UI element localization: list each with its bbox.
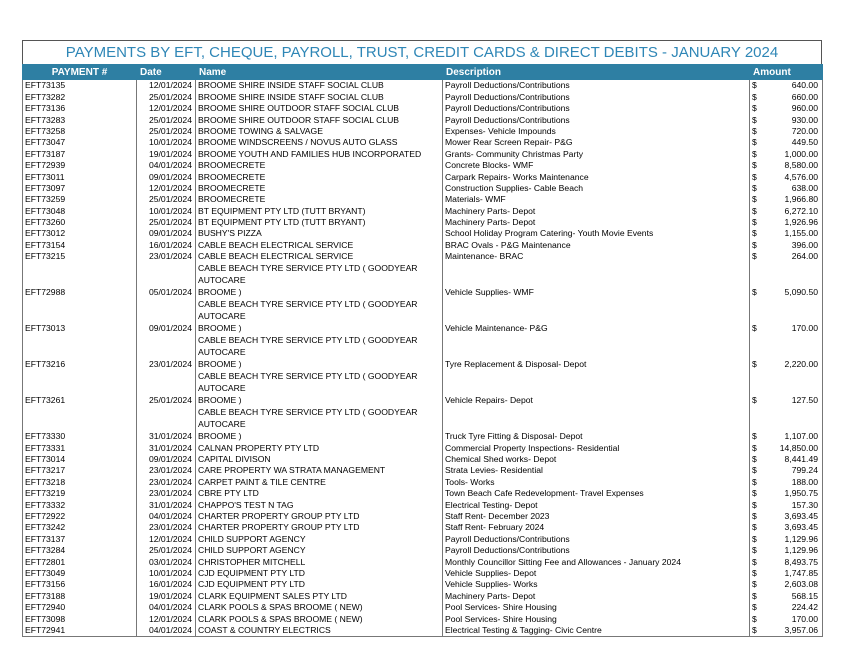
- payment-description: Payroll Deductions/Contributions: [443, 80, 750, 92]
- payee-name: [196, 262, 443, 298]
- payee-name: CABLE BEACH ELECTRICAL SERVICE: [196, 251, 443, 262]
- payment-number: EFT73218: [23, 476, 137, 487]
- payment-description: Machinery Parts- Depot: [443, 217, 750, 228]
- payee-name-line2: BROOME ): [198, 359, 242, 370]
- payee-name: BROOMECRETE: [196, 171, 443, 182]
- payment-description: Payroll Deductions/Contributions: [443, 114, 750, 125]
- payment-amount: 5,090.50: [762, 262, 823, 298]
- payee-name: CABLE BEACH ELECTRICAL SERVICE: [196, 239, 443, 250]
- payee-name: CLARK POOLS & SPAS BROOME ( NEW): [196, 602, 443, 613]
- payment-number: EFT73154: [23, 239, 137, 250]
- payment-number: EFT72940: [23, 602, 137, 613]
- table-row: [23, 533, 823, 544]
- payee-name: CHAPPO'S TEST N TAG: [196, 499, 443, 510]
- payment-number: EFT72801: [23, 556, 137, 567]
- table-row: [23, 545, 823, 556]
- table-row: [23, 194, 823, 205]
- payment-amount: 660.00: [762, 91, 823, 102]
- payment-number: EFT73330: [23, 406, 137, 442]
- payee-name: BROOME SHIRE OUTDOOR STAFF SOCIAL CLUB: [196, 114, 443, 125]
- payment-number: EFT73048: [23, 205, 137, 216]
- payee-name-line1: CABLE BEACH TYRE SERVICE PTY LTD ( GOODYEAR AUTOCARE: [198, 371, 418, 394]
- table-body: [23, 80, 823, 637]
- header-payment: PAYMENT #: [23, 65, 137, 80]
- currency-symbol: $: [750, 476, 762, 487]
- table-row: [23, 511, 823, 522]
- currency-symbol: $: [750, 579, 762, 590]
- payment-date: 25/01/2024: [137, 91, 196, 102]
- payment-number: EFT72941: [23, 625, 137, 637]
- currency-symbol: $: [750, 262, 762, 298]
- payment-number: EFT73219: [23, 488, 137, 499]
- payment-description: BRAC Ovals - P&G Maintenance: [443, 239, 750, 250]
- payee-name: CHRISTOPHER MITCHELL: [196, 556, 443, 567]
- payment-number: EFT73187: [23, 148, 137, 159]
- table-row: [23, 217, 823, 228]
- payment-number: EFT73332: [23, 499, 137, 510]
- payment-amount: 157.30: [762, 499, 823, 510]
- payment-description: Vehicle Supplies- WMF: [443, 262, 750, 298]
- payment-amount: 930.00: [762, 114, 823, 125]
- table-row: [23, 590, 823, 601]
- payee-name-line2: BROOME ): [198, 287, 242, 298]
- payment-date: 25/01/2024: [137, 194, 196, 205]
- payment-amount: 396.00: [762, 239, 823, 250]
- currency-symbol: $: [750, 556, 762, 567]
- currency-symbol: $: [750, 251, 762, 262]
- payee-name: [196, 406, 443, 442]
- payee-name: BROOME SHIRE INSIDE STAFF SOCIAL CLUB: [196, 80, 443, 92]
- payment-number: EFT73215: [23, 251, 137, 262]
- payee-name: [196, 298, 443, 334]
- payment-amount: 264.00: [762, 251, 823, 262]
- payment-date: 12/01/2024: [137, 103, 196, 114]
- payment-amount: 170.00: [762, 298, 823, 334]
- payment-date: 25/01/2024: [137, 217, 196, 228]
- payment-date: 04/01/2024: [137, 602, 196, 613]
- currency-symbol: $: [750, 228, 762, 239]
- table-row: [23, 625, 823, 637]
- payment-number: EFT73049: [23, 568, 137, 579]
- payment-date: 31/01/2024: [137, 406, 196, 442]
- currency-symbol: $: [750, 171, 762, 182]
- payment-number: EFT73014: [23, 454, 137, 465]
- payment-number: EFT73188: [23, 590, 137, 601]
- table-header-row: [23, 65, 823, 80]
- payment-description: Payroll Deductions/Contributions: [443, 91, 750, 102]
- payment-amount: 638.00: [762, 183, 823, 194]
- payment-description: Vehicle Supplies- Depot: [443, 568, 750, 579]
- payment-number: EFT72922: [23, 511, 137, 522]
- payment-date: 23/01/2024: [137, 251, 196, 262]
- currency-symbol: $: [750, 511, 762, 522]
- currency-symbol: $: [750, 205, 762, 216]
- payee-name-line2: BROOME ): [198, 395, 242, 406]
- payment-amount: 224.42: [762, 602, 823, 613]
- table-row: [23, 406, 823, 442]
- payment-number: EFT73217: [23, 465, 137, 476]
- payment-description: Materials- WMF: [443, 194, 750, 205]
- payment-number: EFT73283: [23, 114, 137, 125]
- currency-symbol: $: [750, 103, 762, 114]
- table-row: [23, 499, 823, 510]
- payment-date: 12/01/2024: [137, 80, 196, 92]
- table-row: [23, 568, 823, 579]
- payment-number: EFT73097: [23, 183, 137, 194]
- currency-symbol: $: [750, 613, 762, 624]
- payee-name-line2: BROOME ): [198, 323, 242, 334]
- table-row: [23, 228, 823, 239]
- payee-name-line2: BROOME ): [198, 431, 242, 442]
- table-row: [23, 579, 823, 590]
- payment-number: EFT73258: [23, 126, 137, 137]
- payment-description: School Holiday Program Catering- Youth Movie Events: [443, 228, 750, 239]
- table-row: [23, 114, 823, 125]
- payee-name: CAPITAL DIVISON: [196, 454, 443, 465]
- payee-name: BROOME SHIRE OUTDOOR STAFF SOCIAL CLUB: [196, 103, 443, 114]
- payee-name: CHARTER PROPERTY GROUP PTY LTD: [196, 522, 443, 533]
- payment-number: EFT73242: [23, 522, 137, 533]
- payment-date: 25/01/2024: [137, 545, 196, 556]
- payment-description: Vehicle Maintenance- P&G: [443, 298, 750, 334]
- payee-name: BROOME YOUTH AND FAMILIES HUB INCORPORATED: [196, 148, 443, 159]
- currency-symbol: $: [750, 442, 762, 453]
- payment-date: 10/01/2024: [137, 205, 196, 216]
- payment-description: Strata Levies- Residential: [443, 465, 750, 476]
- payment-date: 19/01/2024: [137, 590, 196, 601]
- currency-symbol: $: [750, 80, 762, 92]
- payee-name: [196, 370, 443, 406]
- payee-name-line1: CABLE BEACH TYRE SERVICE PTY LTD ( GOODYEAR AUTOCARE: [198, 335, 418, 358]
- payment-description: Electrical Testing- Depot: [443, 499, 750, 510]
- payee-name: BROOMECRETE: [196, 194, 443, 205]
- payment-description: Pool Services- Shire Housing: [443, 613, 750, 624]
- payment-date: 16/01/2024: [137, 579, 196, 590]
- table-row: [23, 137, 823, 148]
- payment-date: 09/01/2024: [137, 228, 196, 239]
- payment-amount: 720.00: [762, 126, 823, 137]
- payee-name: BROOMECRETE: [196, 183, 443, 194]
- table-row: [23, 171, 823, 182]
- payment-date: 04/01/2024: [137, 160, 196, 171]
- payment-number: EFT73261: [23, 370, 137, 406]
- table-row: [23, 602, 823, 613]
- table-row: [23, 556, 823, 567]
- table-row: [23, 613, 823, 624]
- currency-symbol: $: [750, 465, 762, 476]
- currency-symbol: $: [750, 590, 762, 601]
- payment-amount: 449.50: [762, 137, 823, 148]
- payment-number: EFT73013: [23, 298, 137, 334]
- payment-description: Chemical Shed works- Depot: [443, 454, 750, 465]
- payment-description: Payroll Deductions/Contributions: [443, 545, 750, 556]
- payment-amount: 3,957.06: [762, 625, 823, 637]
- payee-name-line1: CABLE BEACH TYRE SERVICE PTY LTD ( GOODYEAR AUTOCARE: [198, 407, 418, 430]
- table-row: [23, 442, 823, 453]
- payment-amount: 960.00: [762, 103, 823, 114]
- payee-name: CHILD SUPPORT AGENCY: [196, 545, 443, 556]
- payment-description: Mower Rear Screen Repair- P&G: [443, 137, 750, 148]
- table-row: [23, 103, 823, 114]
- currency-symbol: $: [750, 625, 762, 637]
- payee-name: CBRE PTY LTD: [196, 488, 443, 499]
- payment-number: EFT73011: [23, 171, 137, 182]
- payment-amount: 8,580.00: [762, 160, 823, 171]
- payment-description: Truck Tyre Fitting & Disposal- Depot: [443, 406, 750, 442]
- payment-description: Monthly Councillor Sitting Fee and Allowances - January 2024: [443, 556, 750, 567]
- page-title: PAYMENTS BY EFT, CHEQUE, PAYROLL, TRUST, CREDIT CARDS & DIRECT DEBITS - JANUARY 2024: [22, 40, 822, 64]
- payment-amount: 170.00: [762, 613, 823, 624]
- payment-description: Tools- Works: [443, 476, 750, 487]
- payment-date: 12/01/2024: [137, 183, 196, 194]
- currency-symbol: $: [750, 217, 762, 228]
- currency-symbol: $: [750, 114, 762, 125]
- payment-date: 31/01/2024: [137, 499, 196, 510]
- header-amount: Amount: [750, 65, 823, 80]
- payment-amount: 799.24: [762, 465, 823, 476]
- payment-number: EFT73331: [23, 442, 137, 453]
- table-row: [23, 183, 823, 194]
- payment-date: 10/01/2024: [137, 137, 196, 148]
- payment-date: 25/01/2024: [137, 370, 196, 406]
- payment-amount: 1,926.96: [762, 217, 823, 228]
- payment-date: 25/01/2024: [137, 126, 196, 137]
- payment-number: EFT73012: [23, 228, 137, 239]
- payment-amount: 568.15: [762, 590, 823, 601]
- payment-date: 16/01/2024: [137, 239, 196, 250]
- payment-description: Maintenance- BRAC: [443, 251, 750, 262]
- payee-name: BT EQUIPMENT PTY LTD (TUTT BRYANT): [196, 217, 443, 228]
- payment-number: EFT73136: [23, 103, 137, 114]
- payment-date: 23/01/2024: [137, 334, 196, 370]
- payee-name: BT EQUIPMENT PTY LTD (TUTT BRYANT): [196, 205, 443, 216]
- payment-description: Vehicle Supplies- Works: [443, 579, 750, 590]
- payment-date: 23/01/2024: [137, 488, 196, 499]
- payment-amount: 3,693.45: [762, 511, 823, 522]
- currency-symbol: $: [750, 194, 762, 205]
- payee-name: CARE PROPERTY WA STRATA MANAGEMENT: [196, 465, 443, 476]
- payment-date: 19/01/2024: [137, 148, 196, 159]
- payment-description: Pool Services- Shire Housing: [443, 602, 750, 613]
- payment-description: Vehicle Repairs- Depot: [443, 370, 750, 406]
- payment-description: Town Beach Cafe Redevelopment- Travel Expenses: [443, 488, 750, 499]
- payments-table: [22, 64, 823, 637]
- payment-description: Staff Rent- February 2024: [443, 522, 750, 533]
- payment-date: 10/01/2024: [137, 568, 196, 579]
- payment-number: EFT73098: [23, 613, 137, 624]
- payment-date: 23/01/2024: [137, 476, 196, 487]
- payment-amount: 2,603.08: [762, 579, 823, 590]
- payment-amount: 3,693.45: [762, 522, 823, 533]
- payment-amount: 640.00: [762, 80, 823, 92]
- payment-description: Machinery Parts- Depot: [443, 205, 750, 216]
- payment-date: 09/01/2024: [137, 171, 196, 182]
- payment-amount: 1,747.85: [762, 568, 823, 579]
- payee-name-line1: CABLE BEACH TYRE SERVICE PTY LTD ( GOODYEAR AUTOCARE: [198, 299, 418, 322]
- payment-amount: 127.50: [762, 370, 823, 406]
- payment-description: Carpark Repairs- Works Maintenance: [443, 171, 750, 182]
- payee-name: CHILD SUPPORT AGENCY: [196, 533, 443, 544]
- payment-date: 12/01/2024: [137, 613, 196, 624]
- payee-name: CALNAN PROPERTY PTY LTD: [196, 442, 443, 453]
- table-row: [23, 160, 823, 171]
- payee-name: CJD EQUIPMENT PTY LTD: [196, 568, 443, 579]
- table-row: [23, 465, 823, 476]
- payment-description: Expenses- Vehicle Impounds: [443, 126, 750, 137]
- payment-number: EFT73137: [23, 533, 137, 544]
- table-row: [23, 298, 823, 334]
- table-row: [23, 205, 823, 216]
- currency-symbol: $: [750, 137, 762, 148]
- currency-symbol: $: [750, 239, 762, 250]
- header-name: Name: [196, 65, 443, 80]
- payment-number: EFT72988: [23, 262, 137, 298]
- payment-amount: 188.00: [762, 476, 823, 487]
- payment-date: 12/01/2024: [137, 533, 196, 544]
- payment-number: EFT73135: [23, 80, 137, 92]
- payee-name: BROOME WINDSCREENS / NOVUS AUTO GLASS: [196, 137, 443, 148]
- payee-name: BROOMECRETE: [196, 160, 443, 171]
- payment-description: Tyre Replacement & Disposal- Depot: [443, 334, 750, 370]
- currency-symbol: $: [750, 533, 762, 544]
- header-description: Description: [443, 65, 750, 80]
- payment-description: Payroll Deductions/Contributions: [443, 533, 750, 544]
- table-row: [23, 488, 823, 499]
- payment-amount: 1,966.80: [762, 194, 823, 205]
- currency-symbol: $: [750, 499, 762, 510]
- payee-name: [196, 334, 443, 370]
- table-row: [23, 80, 823, 92]
- currency-symbol: $: [750, 298, 762, 334]
- payee-name: CLARK POOLS & SPAS BROOME ( NEW): [196, 613, 443, 624]
- currency-symbol: $: [750, 406, 762, 442]
- table-row: [23, 334, 823, 370]
- payment-number: EFT73284: [23, 545, 137, 556]
- payment-amount: 1,107.00: [762, 406, 823, 442]
- payment-amount: 1,155.00: [762, 228, 823, 239]
- payment-amount: 8,493.75: [762, 556, 823, 567]
- payment-description: Payroll Deductions/Contributions: [443, 103, 750, 114]
- payment-date: 23/01/2024: [137, 465, 196, 476]
- payment-amount: 8,441.49: [762, 454, 823, 465]
- payee-name: BUSHY'S PIZZA: [196, 228, 443, 239]
- payment-number: EFT73156: [23, 579, 137, 590]
- currency-symbol: $: [750, 91, 762, 102]
- payment-date: 05/01/2024: [137, 262, 196, 298]
- payment-number: EFT73260: [23, 217, 137, 228]
- table-row: [23, 251, 823, 262]
- table-row: [23, 148, 823, 159]
- payment-number: EFT73259: [23, 194, 137, 205]
- payee-name: BROOME TOWING & SALVAGE: [196, 126, 443, 137]
- payee-name: CARPET PAINT & TILE CENTRE: [196, 476, 443, 487]
- table-row: [23, 476, 823, 487]
- payments-sheet: [22, 40, 822, 637]
- payment-amount: 1,129.96: [762, 533, 823, 544]
- payee-name: CHARTER PROPERTY GROUP PTY LTD: [196, 511, 443, 522]
- payment-description: Machinery Parts- Depot: [443, 590, 750, 601]
- currency-symbol: $: [750, 160, 762, 171]
- currency-symbol: $: [750, 545, 762, 556]
- payee-name: CLARK EQUIPMENT SALES PTY LTD: [196, 590, 443, 601]
- payment-amount: 6,272.10: [762, 205, 823, 216]
- payment-description: Concrete Blocks- WMF: [443, 160, 750, 171]
- payment-number: EFT73282: [23, 91, 137, 102]
- payment-date: 31/01/2024: [137, 442, 196, 453]
- payment-number: EFT73216: [23, 334, 137, 370]
- currency-symbol: $: [750, 148, 762, 159]
- table-row: [23, 126, 823, 137]
- payee-name: CJD EQUIPMENT PTY LTD: [196, 579, 443, 590]
- table-row: [23, 91, 823, 102]
- currency-symbol: $: [750, 522, 762, 533]
- currency-symbol: $: [750, 370, 762, 406]
- payment-description: Construction Supplies- Cable Beach: [443, 183, 750, 194]
- payment-date: 04/01/2024: [137, 625, 196, 637]
- payment-description: Commercial Property Inspections- Residential: [443, 442, 750, 453]
- payment-number: EFT72939: [23, 160, 137, 171]
- currency-symbol: $: [750, 126, 762, 137]
- payment-date: 09/01/2024: [137, 454, 196, 465]
- payment-amount: 14,850.00: [762, 442, 823, 453]
- header-date: Date: [137, 65, 196, 80]
- payment-amount: 1,950.75: [762, 488, 823, 499]
- payment-amount: 1,000.00: [762, 148, 823, 159]
- payment-date: 09/01/2024: [137, 298, 196, 334]
- currency-symbol: $: [750, 602, 762, 613]
- payment-amount: 4,576.00: [762, 171, 823, 182]
- payment-amount: 1,129.96: [762, 545, 823, 556]
- payment-description: Grants- Community Christmas Party: [443, 148, 750, 159]
- payment-amount: 2,220.00: [762, 334, 823, 370]
- payment-date: 25/01/2024: [137, 114, 196, 125]
- payee-name: BROOME SHIRE INSIDE STAFF SOCIAL CLUB: [196, 91, 443, 102]
- currency-symbol: $: [750, 334, 762, 370]
- currency-symbol: $: [750, 488, 762, 499]
- table-row: [23, 262, 823, 298]
- currency-symbol: $: [750, 183, 762, 194]
- payment-date: 23/01/2024: [137, 522, 196, 533]
- payee-name: COAST & COUNTRY ELECTRICS: [196, 625, 443, 637]
- payment-description: Staff Rent- December 2023: [443, 511, 750, 522]
- payee-name-line1: CABLE BEACH TYRE SERVICE PTY LTD ( GOODYEAR AUTOCARE: [198, 263, 418, 286]
- payment-date: 04/01/2024: [137, 511, 196, 522]
- payment-date: 03/01/2024: [137, 556, 196, 567]
- currency-symbol: $: [750, 568, 762, 579]
- payment-description: Electrical Testing & Tagging- Civic Centre: [443, 625, 750, 637]
- table-row: [23, 239, 823, 250]
- payment-number: EFT73047: [23, 137, 137, 148]
- currency-symbol: $: [750, 454, 762, 465]
- table-row: [23, 370, 823, 406]
- table-row: [23, 454, 823, 465]
- table-row: [23, 522, 823, 533]
